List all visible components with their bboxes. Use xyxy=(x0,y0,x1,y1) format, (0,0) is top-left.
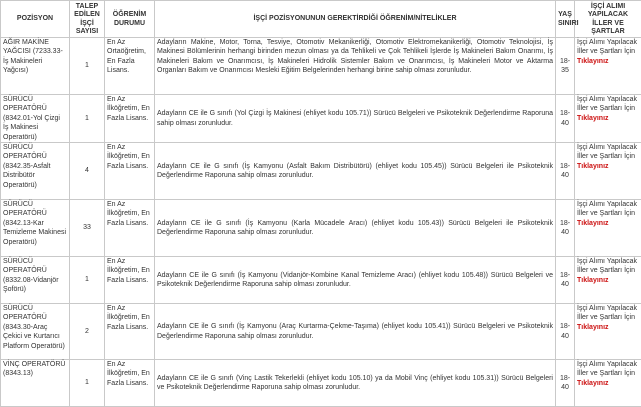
position-cell: SÜRÜCÜ OPERATÖRÜ (8342.35-Asfalt Distribütör Operatörü) xyxy=(1,143,70,200)
apply-cell xyxy=(575,143,641,200)
age-cell: 18-35 xyxy=(556,38,575,95)
requirements-cell: Adayların CE ile G sınıfı (İş Kamyonu (Araç Kurtarma-Çekme-Taşıma) (ehliyet kodu 105.41)) Sürücü Belgeleri ve Psikoteknik Değerlendirme Raporuna sahip olması zorunludur. xyxy=(155,304,556,360)
apply-text: İşçi Alımı Yapılacak İller ve Şartları İçin xyxy=(577,304,639,323)
header-age: YAŞ SINIRI xyxy=(556,1,575,38)
count-cell: 1 xyxy=(70,38,105,95)
header-apply: İŞÇİ ALIMI YAPILACAK İLLER VE ŞARTLAR xyxy=(575,1,641,38)
apply-cell xyxy=(575,38,641,95)
age-cell: 18-40 xyxy=(556,143,575,200)
apply-link[interactable]: Tıklayınız xyxy=(577,219,639,228)
apply-link[interactable]: Tıklayınız xyxy=(577,162,639,171)
apply-text: İşçi Alımı Yapılacak İller ve Şartları İçin xyxy=(577,200,639,219)
education-cell: En Az İlköğretim, En Fazla Lisans. xyxy=(105,257,155,304)
apply-cell xyxy=(575,257,641,304)
apply-link[interactable]: Tıklayınız xyxy=(577,323,639,332)
requirements-cell: Adayların CE ile G sınıfı (İş Kamyonu (Karla Mücadele Aracı) (ehliyet kodu 105.43)) Sürücü Belgeleri ile Psikoteknik Değerlendirme Raporuna sahip olması zorunludur. xyxy=(155,200,556,257)
apply-cell xyxy=(575,304,641,360)
position-cell: SÜRÜCÜ OPERATÖRÜ (8342.13-Kar Temizleme Makinesi Operatörü) xyxy=(1,200,70,257)
apply-text: İşçi Alımı Yapılacak İller ve Şartları İçin xyxy=(577,257,639,276)
position-cell: SÜRÜCÜ OPERATÖRÜ (8343.30-Araç Çekici ve Kurtarıcı Platform Operatörü) xyxy=(1,304,70,360)
apply-text: İşçi Alımı Yapılacak İller ve Şartları İçin xyxy=(577,95,639,114)
count-cell: 1 xyxy=(70,257,105,304)
requirements-cell: Adayların Makine, Motor, Torna, Tesviye, Otomotiv Mekanikerliği, Otomotiv Elektromekanikerliği, Otomotiv Teknolojisi, İş Makinesi Bölümlerinin herhangi birinden mezun olması ya da Tehlikeli ve Çok Tehlikeli İşlerde İş Makineleri Bakım Onarımı, İş Makineleri Bakım ve Onarımcısı, İş Makineleri Hidrolik Sistemler Bakım ve Onarımcısı, İş Makineleri Motor ve Aktarma Organları Bakım ve Onarımcısı Mesleki Eğitim Belgelerinden herhangi birine sahip olması zorunludur. xyxy=(155,38,556,95)
apply-cell xyxy=(575,360,641,407)
table-row xyxy=(1,257,641,304)
position-cell: VİNÇ OPERATÖRÜ (8343.13) xyxy=(1,360,70,407)
count-cell: 1 xyxy=(70,360,105,407)
count-cell: 1 xyxy=(70,95,105,143)
table-row xyxy=(1,95,641,143)
age-cell: 18-40 xyxy=(556,95,575,143)
apply-link[interactable]: Tıklayınız xyxy=(577,114,639,123)
table-row xyxy=(1,143,641,200)
table-row xyxy=(1,200,641,257)
apply-link[interactable]: Tıklayınız xyxy=(577,57,639,66)
apply-text: İşçi Alımı Yapılacak İller ve Şartları İçin xyxy=(577,360,639,379)
position-cell: SÜRÜCÜ OPERATÖRÜ (8332.08-Vidanjör Şoförü) xyxy=(1,257,70,304)
table-row xyxy=(1,304,641,360)
apply-cell xyxy=(575,200,641,257)
table-row xyxy=(1,360,641,407)
apply-text: İşçi Alımı Yapılacak İller ve Şartları İçin xyxy=(577,143,639,162)
apply-cell xyxy=(575,95,641,143)
education-cell: En Az Ortaöğretim, En Fazla Lisans. xyxy=(105,38,155,95)
count-cell: 2 xyxy=(70,304,105,360)
position-cell: AĞIR MAKİNE YAĞCISI (7233.33-İş Makineleri Yağcısı) xyxy=(1,38,70,95)
education-cell: En Az İlköğretim, En Fazla Lisans. xyxy=(105,360,155,407)
apply-text: İşçi Alımı Yapılacak İller ve Şartları İçin xyxy=(577,38,639,57)
age-cell: 18-40 xyxy=(556,257,575,304)
age-cell: 18-40 xyxy=(556,304,575,360)
age-cell: 18-40 xyxy=(556,360,575,407)
requirements-cell: Adayların CE ile G sınıfı (İş Kamyonu (Asfalt Bakım Distribütörü) (ehliyet kodu 105.45)) Sürücü Belgeleri ile Psikoteknik Değerlendirme Raporuna sahip olması zorunludur. xyxy=(155,143,556,200)
requirements-cell: Adayların CE ile G sınıfı (İş Kamyonu (Vidanjör-Kombine Kanal Temizleme Aracı) (ehliyet kodu 105.48)) Sürücü Belgeleri ve Psikoteknik Değerlendirme Raporuna sahip olması zorunludur. xyxy=(155,257,556,304)
apply-link[interactable]: Tıklayınız xyxy=(577,276,639,285)
education-cell: En Az İlköğretim, En Fazla Lisans. xyxy=(105,95,155,143)
header-demand: TALEP EDİLEN İŞÇİ SAYISI xyxy=(70,1,105,38)
header-education: ÖĞRENİM DURUMU xyxy=(105,1,155,38)
table-row xyxy=(1,38,641,95)
apply-link[interactable]: Tıklayınız xyxy=(577,379,639,388)
requirements-cell: Adayların CE ile G sınıfı (Vinç Lastik Tekerlekli (ehliyet kodu 105.10) ya da Mobil Vinç (ehliyet kodu 105.31)) Sürücü Belgeleri ve Psikoteknik Değerlendirme Raporuna sahip olması zorunludur. xyxy=(155,360,556,407)
age-cell: 18-40 xyxy=(556,200,575,257)
education-cell: En Az İlköğretim, En Fazla Lisans. xyxy=(105,200,155,257)
position-cell: SÜRÜCÜ OPERATÖRÜ (8342.01-Yol Çizgi İş Makinesi Operatörü) xyxy=(1,95,70,143)
requirements-cell: Adayların CE ile G sınıfı (Yol Çizgi İş Makinesi (ehliyet kodu 105.71)) Sürücü Belgeleri ve Psikoteknik Değerlendirme Raporuna sahip olması zorunludur. xyxy=(155,95,556,143)
education-cell: En Az İlköğretim, En Fazla Lisans. xyxy=(105,143,155,200)
table-header-row xyxy=(1,1,641,38)
header-position: POZİSYON xyxy=(1,1,70,38)
header-requirements: İŞÇİ POZİSYONUNUN GEREKTİRDİĞİ ÖĞRENİM/NİTELİKLER xyxy=(155,1,556,38)
count-cell: 4 xyxy=(70,143,105,200)
education-cell: En Az İlköğretim, En Fazla Lisans. xyxy=(105,304,155,360)
count-cell: 33 xyxy=(70,200,105,257)
